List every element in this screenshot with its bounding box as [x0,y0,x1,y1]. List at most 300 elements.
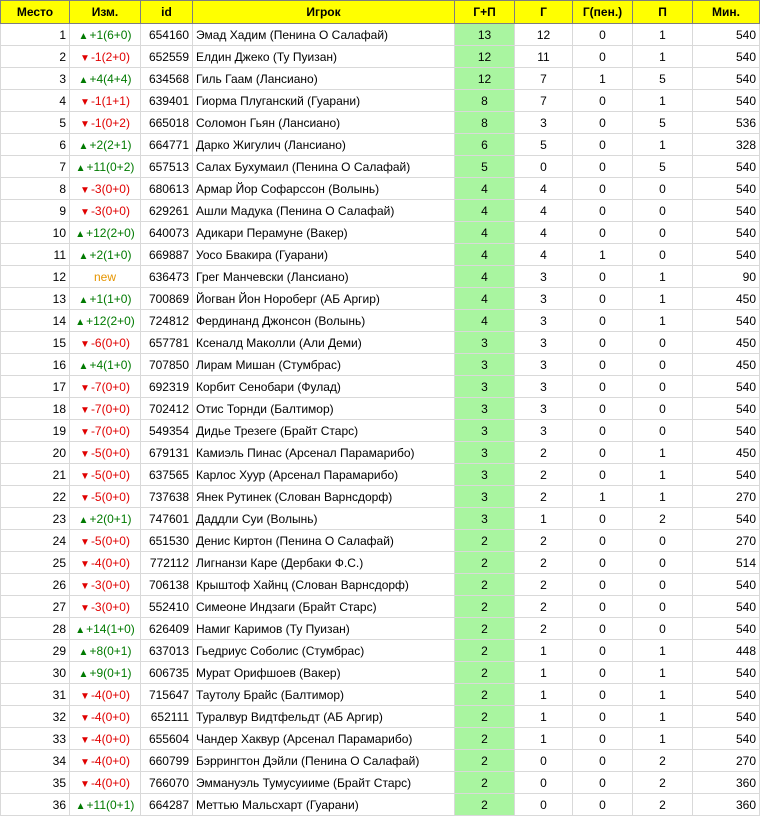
cell-assists[interactable]: 1 [633,706,693,728]
cell-minutes[interactable]: 540 [693,464,760,486]
cell-id[interactable]: 664287 [141,794,193,816]
cell-goals-plus-assists[interactable]: 4 [455,200,515,222]
cell-change[interactable] [70,112,141,134]
cell-goals-plus-assists[interactable]: 2 [455,596,515,618]
cell-goals-plus-assists[interactable]: 4 [455,288,515,310]
cell-goals[interactable]: 1 [515,684,573,706]
cell-change[interactable] [70,178,141,200]
cell-assists[interactable]: 0 [633,574,693,596]
cell-goals-plus-assists[interactable]: 3 [455,508,515,530]
cell-penalty-goals[interactable]: 0 [573,772,633,794]
cell-change[interactable] [70,46,141,68]
cell-goals[interactable]: 0 [515,750,573,772]
cell-assists[interactable]: 1 [633,662,693,684]
cell-assists[interactable]: 0 [633,332,693,354]
cell-place[interactable]: 15 [1,332,70,354]
cell-place[interactable]: 33 [1,728,70,750]
cell-change[interactable] [70,376,141,398]
cell-goals-plus-assists[interactable]: 6 [455,134,515,156]
cell-goals[interactable]: 0 [515,794,573,816]
cell-change[interactable] [70,596,141,618]
cell-assists[interactable]: 1 [633,684,693,706]
cell-assists[interactable]: 5 [633,156,693,178]
cell-assists[interactable]: 0 [633,200,693,222]
cell-player[interactable]: Елдин Джеко (Ту Пуизан) [193,46,455,68]
cell-penalty-goals[interactable]: 0 [573,310,633,332]
cell-goals[interactable]: 4 [515,200,573,222]
header-player[interactable]: Игрок [193,1,455,24]
cell-minutes[interactable]: 540 [693,178,760,200]
cell-penalty-goals[interactable]: 0 [573,618,633,640]
cell-assists[interactable]: 5 [633,68,693,90]
cell-penalty-goals[interactable]: 0 [573,222,633,244]
cell-minutes[interactable]: 540 [693,684,760,706]
cell-assists[interactable]: 2 [633,772,693,794]
cell-assists[interactable]: 1 [633,464,693,486]
cell-penalty-goals[interactable]: 0 [573,24,633,46]
cell-place[interactable]: 21 [1,464,70,486]
cell-player[interactable]: Гьедриус Соболис (Стумбрас) [193,640,455,662]
cell-player[interactable]: Меттью Мальсхарт (Гуарани) [193,794,455,816]
cell-player[interactable]: Ашли Мадука (Пенина О Салафай) [193,200,455,222]
cell-goals[interactable]: 7 [515,68,573,90]
cell-player[interactable]: Армар Йор Софарссон (Волынь) [193,178,455,200]
cell-id[interactable]: 640073 [141,222,193,244]
cell-goals-plus-assists[interactable]: 12 [455,68,515,90]
cell-player[interactable]: Гиорма Плуганский (Гуарани) [193,90,455,112]
cell-player[interactable]: Чандер Хаквур (Арсенал Парамарибо) [193,728,455,750]
cell-place[interactable]: 2 [1,46,70,68]
cell-assists[interactable]: 2 [633,750,693,772]
cell-place[interactable]: 14 [1,310,70,332]
header-goals[interactable]: Г [515,1,573,24]
cell-place[interactable]: 19 [1,420,70,442]
header-id[interactable]: id [141,1,193,24]
cell-place[interactable]: 32 [1,706,70,728]
cell-goals-plus-assists[interactable]: 2 [455,706,515,728]
cell-place[interactable]: 34 [1,750,70,772]
cell-place[interactable]: 28 [1,618,70,640]
cell-minutes[interactable]: 540 [693,90,760,112]
cell-change[interactable] [70,156,141,178]
cell-penalty-goals[interactable]: 0 [573,156,633,178]
cell-goals[interactable]: 1 [515,728,573,750]
cell-assists[interactable]: 1 [633,266,693,288]
cell-assists[interactable]: 2 [633,794,693,816]
cell-goals-plus-assists[interactable]: 4 [455,178,515,200]
cell-id[interactable]: 637565 [141,464,193,486]
cell-goals[interactable]: 2 [515,442,573,464]
cell-player[interactable]: Дидье Трезеге (Брайт Старс) [193,420,455,442]
cell-minutes[interactable]: 540 [693,574,760,596]
cell-goals[interactable]: 7 [515,90,573,112]
cell-place[interactable]: 20 [1,442,70,464]
cell-minutes[interactable]: 270 [693,750,760,772]
cell-goals[interactable]: 3 [515,332,573,354]
cell-goals-plus-assists[interactable]: 3 [455,464,515,486]
cell-assists[interactable]: 1 [633,442,693,464]
header-minutes[interactable]: Мин. [693,1,760,24]
cell-player[interactable]: Туралвур Видтфельдт (АБ Аргир) [193,706,455,728]
cell-player[interactable]: Уосо Бвакира (Гуарани) [193,244,455,266]
cell-minutes[interactable]: 270 [693,530,760,552]
cell-place[interactable]: 5 [1,112,70,134]
cell-penalty-goals[interactable]: 0 [573,288,633,310]
cell-player[interactable]: Денис Киртон (Пенина О Салафай) [193,530,455,552]
cell-player[interactable]: Дарко Жигулич (Лансиано) [193,134,455,156]
cell-change[interactable] [70,464,141,486]
cell-id[interactable]: 669887 [141,244,193,266]
cell-goals[interactable]: 12 [515,24,573,46]
cell-id[interactable]: 636473 [141,266,193,288]
cell-id[interactable]: 737638 [141,486,193,508]
cell-id[interactable]: 651530 [141,530,193,552]
cell-penalty-goals[interactable]: 0 [573,442,633,464]
cell-place[interactable]: 16 [1,354,70,376]
cell-place[interactable]: 1 [1,24,70,46]
cell-id[interactable]: 724812 [141,310,193,332]
cell-place[interactable]: 35 [1,772,70,794]
cell-goals-plus-assists[interactable]: 2 [455,574,515,596]
cell-penalty-goals[interactable]: 0 [573,530,633,552]
cell-goals-plus-assists[interactable]: 5 [455,156,515,178]
cell-change[interactable] [70,750,141,772]
cell-goals[interactable]: 3 [515,112,573,134]
cell-goals[interactable]: 3 [515,266,573,288]
cell-place[interactable]: 26 [1,574,70,596]
cell-minutes[interactable]: 540 [693,596,760,618]
cell-change[interactable] [70,684,141,706]
cell-assists[interactable]: 5 [633,112,693,134]
cell-id[interactable]: 654160 [141,24,193,46]
cell-penalty-goals[interactable]: 0 [573,376,633,398]
cell-player[interactable]: Симеоне Индзаги (Брайт Старс) [193,596,455,618]
cell-place[interactable]: 9 [1,200,70,222]
cell-penalty-goals[interactable]: 1 [573,486,633,508]
cell-assists[interactable]: 0 [633,376,693,398]
cell-minutes[interactable]: 90 [693,266,760,288]
cell-place[interactable]: 8 [1,178,70,200]
cell-id[interactable]: 634568 [141,68,193,90]
cell-place[interactable]: 17 [1,376,70,398]
cell-goals[interactable]: 5 [515,134,573,156]
cell-change[interactable] [70,134,141,156]
cell-goals[interactable]: 11 [515,46,573,68]
cell-id[interactable]: 629261 [141,200,193,222]
cell-place[interactable]: 13 [1,288,70,310]
cell-minutes[interactable]: 540 [693,24,760,46]
cell-penalty-goals[interactable]: 0 [573,794,633,816]
cell-goals-plus-assists[interactable]: 2 [455,750,515,772]
cell-penalty-goals[interactable]: 0 [573,640,633,662]
cell-id[interactable]: 679131 [141,442,193,464]
header-assists[interactable]: П [633,1,693,24]
cell-goals[interactable]: 3 [515,376,573,398]
cell-minutes[interactable]: 450 [693,332,760,354]
cell-id[interactable]: 637013 [141,640,193,662]
cell-id[interactable]: 626409 [141,618,193,640]
cell-place[interactable]: 6 [1,134,70,156]
cell-id[interactable]: 702412 [141,398,193,420]
cell-goals-plus-assists[interactable]: 2 [455,772,515,794]
cell-player[interactable]: Даддли Суи (Волынь) [193,508,455,530]
cell-assists[interactable]: 1 [633,288,693,310]
cell-minutes[interactable]: 270 [693,486,760,508]
cell-penalty-goals[interactable]: 0 [573,552,633,574]
cell-player[interactable]: Эмад Хадим (Пенина О Салафай) [193,24,455,46]
cell-penalty-goals[interactable]: 0 [573,266,633,288]
cell-penalty-goals[interactable]: 1 [573,244,633,266]
cell-goals[interactable]: 2 [515,530,573,552]
cell-change[interactable] [70,90,141,112]
cell-place[interactable]: 7 [1,156,70,178]
cell-minutes[interactable]: 450 [693,442,760,464]
cell-change[interactable] [70,508,141,530]
cell-player[interactable]: Таутолу Брайс (Балтимор) [193,684,455,706]
header-place[interactable]: Место [1,1,70,24]
cell-penalty-goals[interactable]: 0 [573,332,633,354]
cell-player[interactable]: Лирам Мишан (Стумбрас) [193,354,455,376]
cell-minutes[interactable]: 540 [693,508,760,530]
cell-place[interactable]: 11 [1,244,70,266]
cell-place[interactable]: 24 [1,530,70,552]
cell-change[interactable] [70,574,141,596]
cell-penalty-goals[interactable]: 0 [573,508,633,530]
cell-player[interactable]: Адикари Перамуне (Вакер) [193,222,455,244]
cell-goals[interactable]: 2 [515,486,573,508]
cell-goals[interactable]: 0 [515,156,573,178]
cell-goals[interactable]: 1 [515,706,573,728]
cell-goals-plus-assists[interactable]: 2 [455,552,515,574]
cell-assists[interactable]: 0 [633,420,693,442]
cell-minutes[interactable]: 514 [693,552,760,574]
cell-goals-plus-assists[interactable]: 4 [455,222,515,244]
cell-assists[interactable]: 0 [633,178,693,200]
cell-player[interactable]: Карлос Хуур (Арсенал Парамарибо) [193,464,455,486]
cell-minutes[interactable]: 360 [693,772,760,794]
cell-assists[interactable]: 0 [633,530,693,552]
cell-goals-plus-assists[interactable]: 2 [455,640,515,662]
cell-penalty-goals[interactable]: 0 [573,90,633,112]
cell-change[interactable] [70,530,141,552]
cell-minutes[interactable]: 536 [693,112,760,134]
cell-minutes[interactable]: 540 [693,376,760,398]
cell-goals-plus-assists[interactable]: 3 [455,442,515,464]
cell-place[interactable]: 23 [1,508,70,530]
cell-assists[interactable]: 1 [633,728,693,750]
cell-goals-plus-assists[interactable]: 2 [455,530,515,552]
cell-place[interactable]: 27 [1,596,70,618]
cell-minutes[interactable]: 540 [693,46,760,68]
cell-goals-plus-assists[interactable]: 2 [455,662,515,684]
cell-goals[interactable]: 3 [515,288,573,310]
cell-place[interactable]: 29 [1,640,70,662]
cell-change[interactable] [70,640,141,662]
cell-change[interactable] [70,772,141,794]
cell-minutes[interactable]: 540 [693,420,760,442]
cell-id[interactable]: 552410 [141,596,193,618]
cell-place[interactable]: 30 [1,662,70,684]
cell-assists[interactable]: 1 [633,640,693,662]
cell-place[interactable]: 10 [1,222,70,244]
cell-penalty-goals[interactable]: 0 [573,398,633,420]
cell-minutes[interactable]: 540 [693,68,760,90]
cell-change[interactable] [70,486,141,508]
cell-change[interactable] [70,552,141,574]
cell-change[interactable] [70,420,141,442]
cell-place[interactable]: 3 [1,68,70,90]
cell-player[interactable]: Отис Торнди (Балтимор) [193,398,455,420]
cell-assists[interactable]: 2 [633,508,693,530]
cell-assists[interactable]: 0 [633,552,693,574]
cell-assists[interactable]: 1 [633,46,693,68]
cell-id[interactable]: 706138 [141,574,193,596]
cell-id[interactable]: 549354 [141,420,193,442]
cell-change[interactable] [70,332,141,354]
cell-change[interactable] [70,442,141,464]
cell-place[interactable]: 18 [1,398,70,420]
cell-goals[interactable]: 0 [515,772,573,794]
cell-assists[interactable]: 0 [633,244,693,266]
cell-assists[interactable]: 1 [633,486,693,508]
cell-minutes[interactable]: 540 [693,728,760,750]
cell-player[interactable]: Камиэль Пинас (Арсенал Парамарибо) [193,442,455,464]
cell-id[interactable]: 657513 [141,156,193,178]
cell-penalty-goals[interactable]: 0 [573,46,633,68]
cell-player[interactable]: Мурат Орифшоев (Вакер) [193,662,455,684]
cell-id[interactable]: 606735 [141,662,193,684]
cell-goals[interactable]: 2 [515,596,573,618]
cell-minutes[interactable]: 540 [693,200,760,222]
cell-goals[interactable]: 3 [515,398,573,420]
cell-change[interactable] [70,288,141,310]
cell-goals-plus-assists[interactable]: 2 [455,684,515,706]
cell-minutes[interactable]: 540 [693,662,760,684]
cell-player[interactable]: Намиг Каримов (Ту Пуизан) [193,618,455,640]
cell-penalty-goals[interactable]: 0 [573,112,633,134]
cell-place[interactable]: 4 [1,90,70,112]
cell-minutes[interactable]: 328 [693,134,760,156]
cell-goals-plus-assists[interactable]: 3 [455,486,515,508]
cell-penalty-goals[interactable]: 0 [573,200,633,222]
cell-change[interactable] [70,618,141,640]
cell-change[interactable] [70,244,141,266]
cell-goals[interactable]: 2 [515,552,573,574]
cell-id[interactable]: 639401 [141,90,193,112]
cell-goals[interactable]: 1 [515,640,573,662]
cell-player[interactable]: Корбит Сенобари (Фулад) [193,376,455,398]
cell-penalty-goals[interactable]: 0 [573,420,633,442]
cell-minutes[interactable]: 450 [693,288,760,310]
cell-change[interactable] [70,200,141,222]
cell-player[interactable]: Лигнанзи Каре (Дербаки Ф.С.) [193,552,455,574]
cell-minutes[interactable]: 450 [693,354,760,376]
cell-penalty-goals[interactable]: 0 [573,750,633,772]
cell-place[interactable]: 22 [1,486,70,508]
cell-penalty-goals[interactable]: 0 [573,464,633,486]
cell-goals[interactable]: 4 [515,222,573,244]
cell-minutes[interactable]: 540 [693,310,760,332]
cell-id[interactable]: 657781 [141,332,193,354]
cell-change[interactable] [70,310,141,332]
cell-minutes[interactable]: 360 [693,794,760,816]
cell-change[interactable] [70,222,141,244]
header-goals-plus-assists[interactable]: Г+П [455,1,515,24]
cell-change[interactable] [70,794,141,816]
cell-minutes[interactable]: 540 [693,156,760,178]
cell-player[interactable]: Соломон Гьян (Лансиано) [193,112,455,134]
cell-goals-plus-assists[interactable]: 3 [455,420,515,442]
cell-id[interactable]: 772112 [141,552,193,574]
cell-id[interactable]: 660799 [141,750,193,772]
cell-change[interactable] [70,354,141,376]
cell-minutes[interactable]: 540 [693,706,760,728]
cell-goals[interactable]: 3 [515,420,573,442]
cell-goals-plus-assists[interactable]: 3 [455,332,515,354]
cell-penalty-goals[interactable]: 0 [573,596,633,618]
cell-player[interactable]: Бэррингтон Дэйли (Пенина О Салафай) [193,750,455,772]
cell-goals-plus-assists[interactable]: 4 [455,244,515,266]
cell-goals-plus-assists[interactable]: 8 [455,90,515,112]
header-penalty-goals[interactable]: Г(пен.) [573,1,633,24]
cell-minutes[interactable]: 448 [693,640,760,662]
cell-goals[interactable]: 1 [515,662,573,684]
cell-goals[interactable]: 1 [515,508,573,530]
cell-place[interactable]: 25 [1,552,70,574]
cell-place[interactable]: 36 [1,794,70,816]
cell-goals-plus-assists[interactable]: 4 [455,310,515,332]
cell-assists[interactable]: 0 [633,222,693,244]
cell-id[interactable]: 655604 [141,728,193,750]
cell-id[interactable]: 747601 [141,508,193,530]
cell-player[interactable]: Ксеналд Маколли (Али Деми) [193,332,455,354]
cell-place[interactable]: 12 [1,266,70,288]
cell-penalty-goals[interactable]: 0 [573,706,633,728]
cell-assists[interactable]: 1 [633,90,693,112]
cell-player[interactable]: Янек Рутинек (Слован Варнсдорф) [193,486,455,508]
cell-assists[interactable]: 1 [633,134,693,156]
cell-player[interactable]: Йогван Йон Нороберг (АБ Аргир) [193,288,455,310]
cell-assists[interactable]: 0 [633,354,693,376]
cell-goals-plus-assists[interactable]: 8 [455,112,515,134]
cell-place[interactable]: 31 [1,684,70,706]
header-change[interactable]: Изм. [70,1,141,24]
cell-id[interactable]: 766070 [141,772,193,794]
cell-change[interactable] [70,398,141,420]
cell-id[interactable]: 700869 [141,288,193,310]
cell-goals[interactable]: 4 [515,178,573,200]
cell-player[interactable]: Салах Бухумаил (Пенина О Салафай) [193,156,455,178]
cell-assists[interactable]: 1 [633,24,693,46]
cell-penalty-goals[interactable]: 0 [573,354,633,376]
cell-goals-plus-assists[interactable]: 2 [455,618,515,640]
cell-penalty-goals[interactable]: 0 [573,574,633,596]
cell-player[interactable]: Фердинанд Джонсон (Волынь) [193,310,455,332]
cell-goals-plus-assists[interactable]: 13 [455,24,515,46]
cell-penalty-goals[interactable]: 1 [573,68,633,90]
cell-change[interactable] [70,662,141,684]
cell-penalty-goals[interactable]: 0 [573,662,633,684]
cell-goals-plus-assists[interactable]: 12 [455,46,515,68]
cell-player[interactable]: Эммануэль Тумусуииме (Брайт Старс) [193,772,455,794]
cell-minutes[interactable]: 540 [693,398,760,420]
cell-player[interactable]: Грег Манчевски (Лансиано) [193,266,455,288]
cell-goals-plus-assists[interactable]: 3 [455,398,515,420]
cell-id[interactable]: 652111 [141,706,193,728]
cell-penalty-goals[interactable]: 0 [573,178,633,200]
cell-id[interactable]: 652559 [141,46,193,68]
cell-change[interactable] [70,24,141,46]
